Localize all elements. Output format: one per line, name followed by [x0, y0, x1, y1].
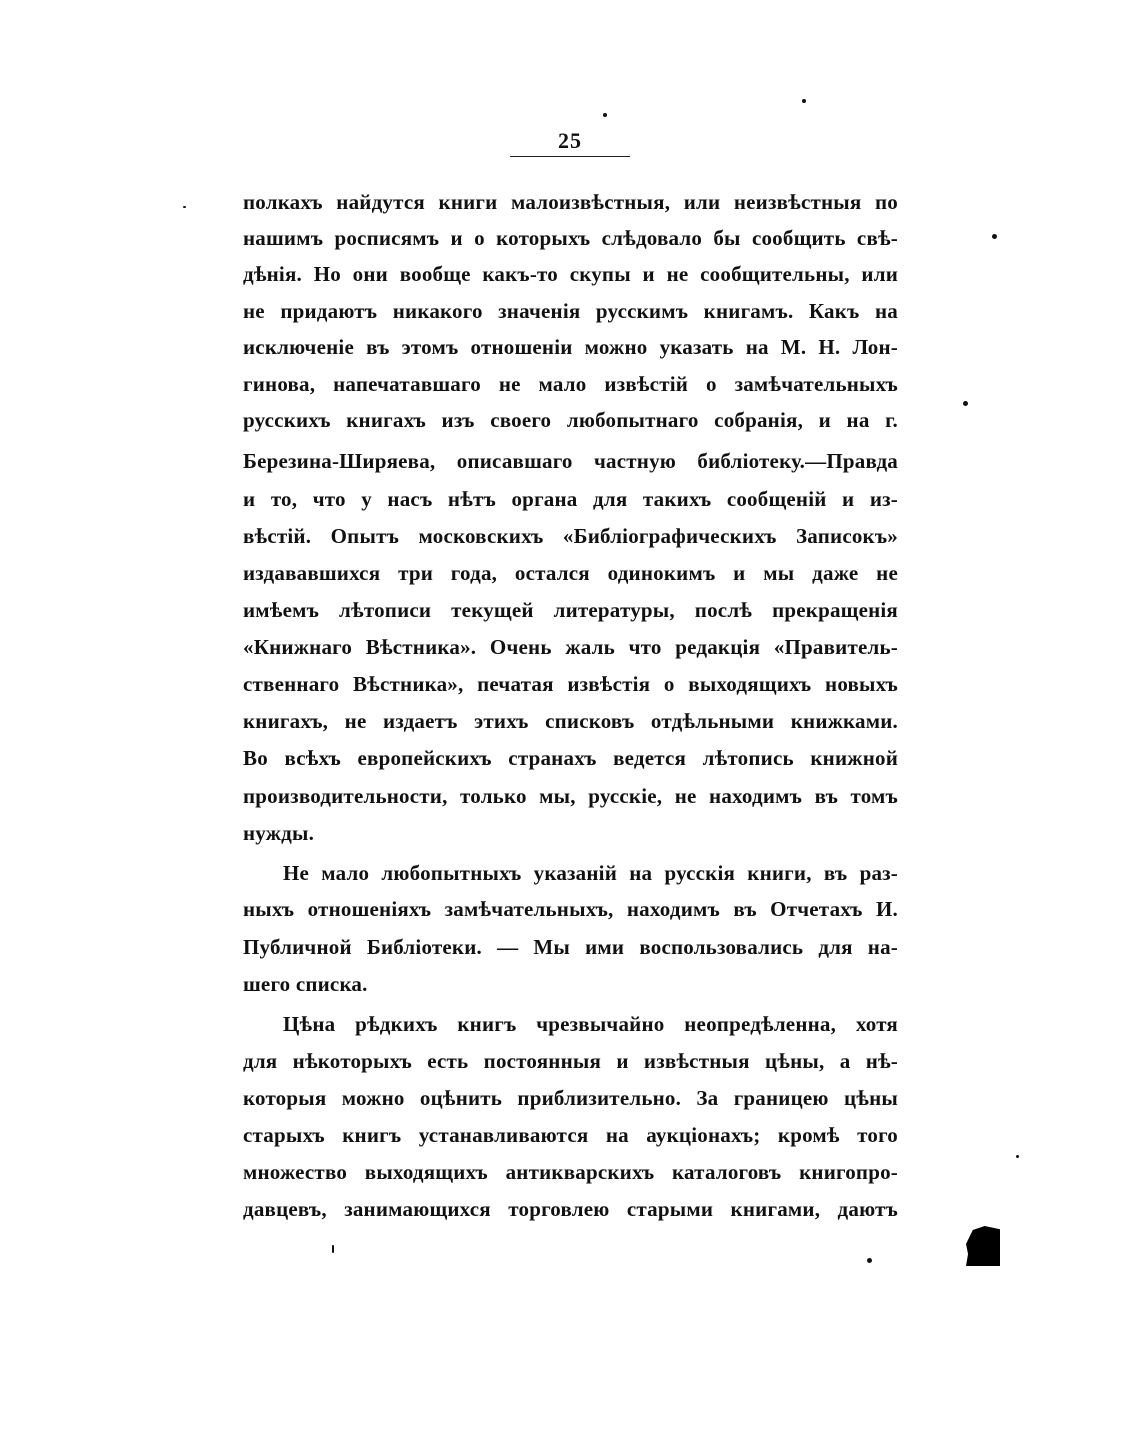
scan-speck — [963, 401, 968, 406]
text-line: и то, что у насъ нѣтъ органа для такихъ сообщеній и из- — [243, 487, 898, 511]
scan-speck — [1016, 1155, 1019, 1158]
text-line: старыхъ книгъ устанавливаются на аукціонахъ; кромѣ того — [243, 1123, 898, 1147]
text-line: ныхъ отношеніяхъ замѣчательныхъ, находимъ въ Отчетахъ И. — [243, 897, 898, 921]
text-line: русскихъ книгахъ изъ своего любопытнаго собранія, и на г. — [243, 408, 898, 432]
text-line: имѣемъ лѣтописи текущей литературы, послѣ прекращенія — [243, 598, 898, 622]
text-line: не придаютъ никакого значенія русскимъ книгамъ. Какъ на — [243, 299, 898, 323]
text-line: которыя можно оцѣнить приблизительно. За границею цѣны — [243, 1086, 898, 1110]
page-number: 25 — [558, 128, 582, 153]
text-line: Публичной Библіотеки. — Мы ими воспользовались для на- — [243, 935, 898, 959]
scan-speck — [867, 1258, 872, 1263]
scan-speck — [183, 206, 186, 208]
text-line: давцевъ, занимающихся торговлею старыми книгами, даютъ — [243, 1197, 898, 1221]
page-number-rule — [510, 156, 630, 157]
text-line: полкахъ найдутся книги малоизвѣстныя, или неизвѣстныя по — [243, 190, 898, 214]
text-line: ственнаго Вѣстника», печатая извѣстія о выходящихъ новыхъ — [243, 672, 898, 696]
text-line: книгахъ, не издаетъ этихъ списковъ отдѣльными книжками. — [243, 709, 898, 733]
text-line: множество выходящихъ антикварскихъ каталоговъ книгопро- — [243, 1160, 898, 1184]
text-line: Во всѣхъ европейскихъ странахъ ведется лѣтопись книжной — [243, 746, 898, 770]
text-line: нашимъ росписямъ и о которыхъ слѣдовало бы сообщить свѣ- — [243, 226, 898, 250]
text-line: исключеніе въ этомъ отношеніи можно указать на М. Н. Лон- — [243, 335, 898, 359]
text-line: вѣстій. Опытъ московскихъ «Библіографическихъ Записокъ» — [243, 524, 898, 548]
text-line: шего списка. — [243, 972, 368, 996]
text-line: «Книжнаго Вѣстника». Очень жаль что редакція «Правитель- — [243, 635, 898, 659]
ink-blot — [966, 1226, 1000, 1266]
text-line: для нѣкоторыхъ есть постоянныя и извѣстныя цѣны, а нѣ- — [243, 1049, 898, 1073]
text-line: нужды. — [243, 821, 315, 845]
text-line: Березина-Ширяева, описавшаго частную библіотеку.—Правда — [243, 449, 898, 473]
text-line: Цѣна рѣдкихъ книгъ чрезвычайно неопредѣленна, хотя — [283, 1012, 898, 1036]
scan-speck — [332, 1245, 334, 1253]
text-line: дѣнія. Но они вообще какъ-то скупы и не сообщительны, или — [243, 262, 898, 286]
scan-speck — [603, 113, 607, 117]
text-line: издававшихся три года, остался одинокимъ и мы даже не — [243, 561, 898, 585]
scan-speck — [992, 234, 997, 239]
text-line: Не мало любопытныхъ указаній на русскія книги, въ раз- — [283, 861, 898, 885]
text-line: производительности, только мы, русскіе, не находимъ въ томъ — [243, 784, 898, 808]
scan-speck — [802, 99, 806, 103]
text-line: гинова, напечатавшаго не мало извѣстій о замѣчательныхъ — [243, 372, 898, 396]
